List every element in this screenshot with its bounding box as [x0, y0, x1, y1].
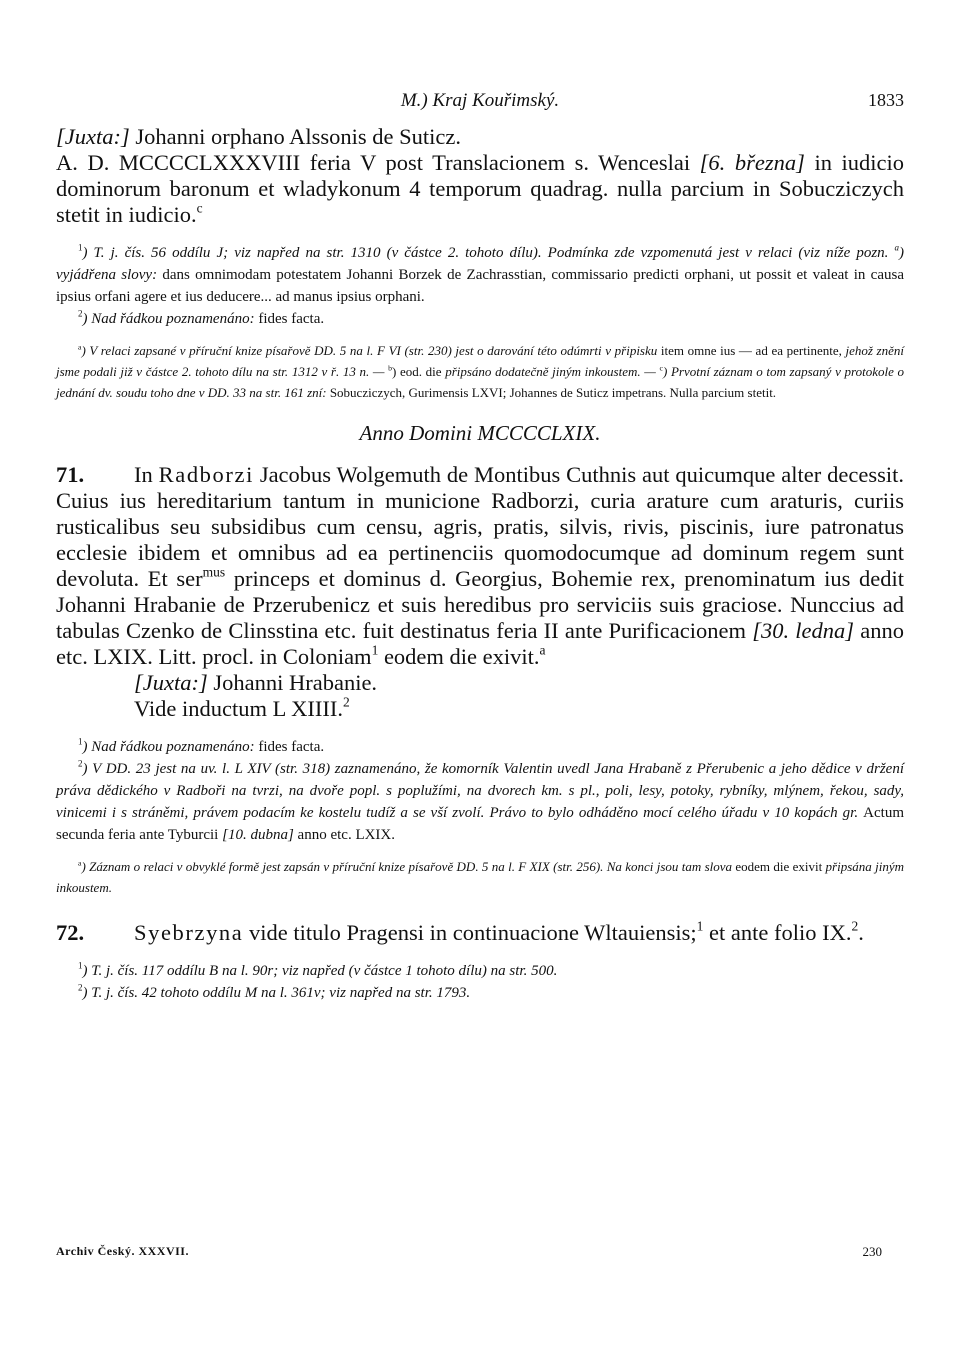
- juxta-text: Johanni orphano Alssonis de Suticz.: [129, 124, 461, 149]
- footnote-1: [56, 242, 904, 308]
- footnote-italic: ) Nad řádkou poznamenáno:: [82, 739, 259, 755]
- entry-text: vide titulo Pragensi in continuacione Wltauiensis;: [243, 920, 697, 945]
- document-page: [56, 84, 905, 1259]
- note-text: Sobucziczych, Gurimensis LXVI; Johannes de Suticz impetrans. Nulla parcium stetit.: [329, 385, 777, 400]
- footnote-mark: a: [894, 242, 899, 253]
- entry-text: anno etc. LXIX. Litt. procl. in Coloniam: [56, 618, 904, 669]
- abbrev-sup: mus: [202, 564, 226, 580]
- juxta-tag: [Juxta:]: [134, 670, 208, 695]
- footnote-text: dans omnimodam potestatem Johanni Borzek de Zachrasstian, commissario predicti orphani, ut possit et valeat in causa ipsius orfani agere et ius deducere... ad manus ipsius orphani.: [56, 267, 904, 305]
- footnote-text: fides facta.: [258, 311, 325, 327]
- entry-text: et ante folio IX.: [703, 920, 852, 945]
- footnote-number: 1: [78, 242, 83, 253]
- footnote-71-1: [56, 736, 904, 758]
- footnote-mark: 2: [343, 694, 350, 710]
- footnote-italic: ) T. j. čís. 56 oddílu J; viz napřed na str. 1310 (v částce 2. tohoto dílu). Podmínka zde vzpomenutá jest v relaci (viz níže pozn.: [82, 245, 895, 261]
- entry-text: In: [134, 462, 159, 487]
- page-number: 1833: [868, 90, 904, 110]
- footnote-mark: 1: [371, 642, 379, 658]
- juxta-line: [56, 124, 904, 150]
- note-text: ) eod. die: [392, 364, 442, 379]
- footnote-72-2: [56, 982, 904, 1004]
- entry-text: Jacobus Wolgemuth de Montibus Cuthnis aut quicumque alter decessit. Cuius ius hereditarium tantum in municione Radborzi, curia arature cum araturis, curiis rusticalibus seu subsidibus cum censu, agris, pratis, silvis, rivis, piscinis, iure patronatus ecclesie ibidem et omnibus ad ea pertinenciis quomodocumque ad dominum regem sunt devoluta. Et ser: [56, 462, 904, 591]
- place-name: Radborzi: [158, 462, 254, 487]
- footnote-number: 1: [78, 736, 83, 747]
- court-record: [56, 150, 904, 228]
- entry-71-vide: [56, 696, 904, 722]
- note-mark: a: [78, 858, 82, 868]
- footnote-text: Actum secunda feria ante Tyburcii: [56, 805, 904, 843]
- footnote-number: 2: [78, 308, 83, 319]
- note-text: eodem die exivit: [735, 859, 823, 874]
- entry-number: 71.: [56, 462, 85, 487]
- footnote-text: anno etc. LXIX.: [293, 827, 396, 843]
- note-text: item omne ius — ad ea pertinente,: [660, 343, 842, 358]
- footnote-71-2: [56, 758, 904, 846]
- note-italic: připsána jiným inkoustem.: [56, 859, 905, 895]
- note-mark: a: [539, 642, 546, 658]
- sheet-number: 230: [862, 1244, 882, 1259]
- running-title: M.) Kraj Kouřimský.: [400, 90, 560, 111]
- footnote-italic: ) V DD. 23 jest na uv. l. L XIV (str. 318) zaznamenáno, že komorník Valentin uvedl Jana Hrabaně z Přerubenic a jeho dědice v držení práva dědického v Radboři na tvrzi, na dvoře popl. s poplužími, na dvorech km. s pl., poli, lesy, potoky, rybníky, mlýnem, řekou, sady, vinicemi i s stráněmi, právem podacím ke kostelu tudíž a se vší zvolí. Právo to bylo odháděno mocí celého úřadu v 10 kopách gr.: [56, 761, 904, 821]
- entry-number: 72.: [56, 920, 85, 945]
- place-name: Syebrzyna: [134, 920, 244, 945]
- apparatus-note-71: [56, 856, 904, 898]
- entry-71: [56, 462, 904, 670]
- footnote-italic: ) T. j. čís. 117 oddílu B na l. 90r; viz napřed (v částce 1 tohoto dílu) na str. 500.: [82, 963, 558, 979]
- entry-text: eodem die exivit.: [378, 644, 540, 669]
- footnote-italic: ) Nad řádkou poznamenáno:: [82, 311, 259, 327]
- footnote-72-1: [56, 960, 904, 982]
- year-heading: Anno Domini MCCCCLXIX.: [359, 421, 601, 445]
- vide-text: Vide inductum L XIIII.: [134, 696, 344, 721]
- juxta-tag: [Juxta:]: [56, 124, 130, 149]
- entry-text: .: [858, 920, 864, 945]
- apparatus-note: [56, 340, 904, 403]
- entry-71-juxta: [56, 670, 904, 696]
- footnote-2: [56, 308, 904, 330]
- court-record-line: A. D. MCCCCLXXXVIII feria V post Translacionem s. Wenceslai: [56, 150, 691, 175]
- date-tag: [30. ledna]: [752, 618, 855, 643]
- page-footer: [56, 1244, 904, 1268]
- entry-text: princeps et dominus d. Georgius, Bohemie rex, prenominatum ius dedit Johanni Hrabanie de Przerubenicz et suis heredibus pro serviciis suis graciose. Nunccius ad tabulas Czenko de Clinsstina etc. fuit destinatus feria II ante Purificacionem: [56, 566, 904, 643]
- footnote-number: 2: [78, 758, 83, 769]
- date-tag: [6. března]: [699, 150, 805, 175]
- footnote-number: 1: [78, 960, 83, 971]
- note-italic: ) V relaci zapsané v příruční knize písařově DD. 5 na l. F VI (str. 230) jest o darování této odúmrti v připisku: [81, 343, 661, 358]
- footnote-number: 2: [78, 982, 83, 993]
- note-italic: jehož znění jsme podali již v částce 2. tohoto dílu na str. 1312 v ř. 13 n. —: [56, 343, 904, 379]
- footnote-italic: ) vyjádřena slovy:: [56, 245, 904, 283]
- note-italic: ) Prvotní záznam o tom zapsaný v protokole o jednání dv. soudu toho dne v DD. 33 na str. 161 zní:: [56, 364, 904, 400]
- footnote-mark: c: [196, 200, 203, 216]
- entry-72: [56, 920, 904, 946]
- running-header: [56, 84, 904, 124]
- footnote-mark: 1: [696, 918, 704, 934]
- footnote-mark: 2: [851, 918, 859, 934]
- juxta-text: Johanni Hrabanie.: [207, 670, 378, 695]
- note-italic: ) Záznam o relaci v obvyklé formě jest zapsán v příruční knize písařově DD. 5 na l. F XIX (str. 256). Na konci jsou tam slova: [81, 859, 736, 874]
- note-mark: a: [78, 342, 82, 352]
- archive-title: Archiv Český. XXXVII.: [56, 1244, 189, 1258]
- note-mark: c: [659, 363, 663, 373]
- footnote-text: fides facta.: [258, 739, 325, 755]
- date-tag: [10. dubna]: [218, 827, 294, 843]
- footnote-italic: ) T. j. čís. 42 tohoto oddílu M na l. 361v; viz napřed na str. 1793.: [82, 985, 471, 1001]
- note-mark: b: [388, 363, 393, 373]
- court-record-rest: in iudicio dominorum baronum et wladykonum 4 temporum quadrag. nulla parcium in Sobucziczych stetit in iudicio.: [56, 150, 905, 227]
- note-italic: připsáno dodatečně jiným inkoustem. —: [441, 364, 660, 379]
